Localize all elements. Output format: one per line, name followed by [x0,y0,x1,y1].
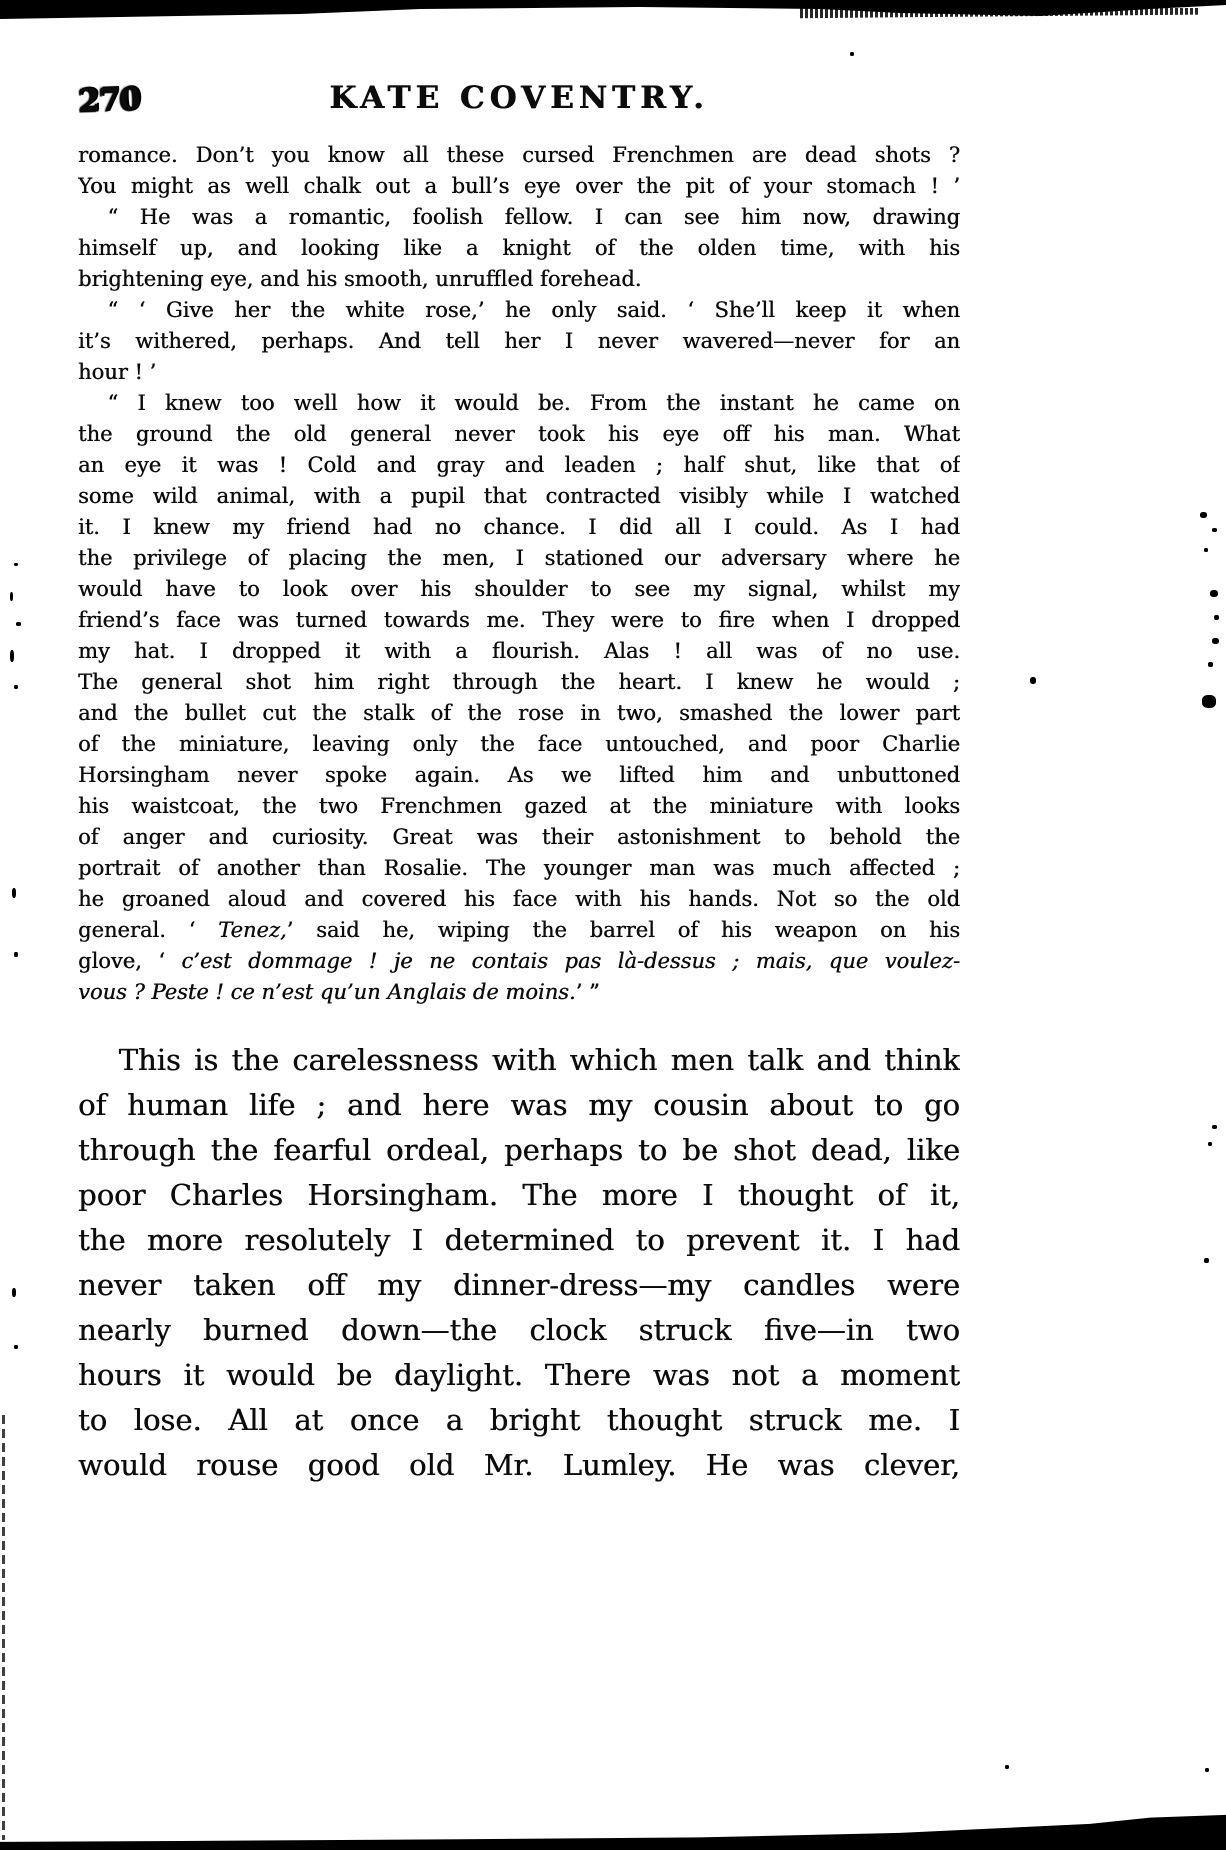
quoted-passage-block [78,140,960,1008]
scan-artifact-bottom-bar [0,1805,1226,1850]
text-line: nearly burned down—the clock struck five—in two [78,1313,960,1347]
scan-noise [12,888,16,898]
text-line: his waistcoat, the two Frenchmen gazed at the miniature with looks [78,794,960,818]
text-line: an eye it was ! Cold and gray and leaden ; half shut, like that of [78,453,960,477]
text-line: it’s withered, perhaps. And tell her I never wavered—never for an [78,329,960,353]
narrative-block [78,1038,960,1488]
scan-noise [1208,662,1213,667]
scan-noise [14,563,18,566]
text-line: You might as well chalk out a bull’s eye over the pit of your stomach ! ’ [78,174,960,198]
scan-noise [14,1345,18,1349]
scan-noise [1205,1768,1209,1772]
text-line: the more resolutely I determined to prevent it. I had [78,1223,960,1257]
text-line: hours it would be daylight. There was not a moment [78,1358,960,1392]
text-line: friend’s face was turned towards me. They were to fire when I dropped [78,608,960,632]
text-line: never taken off my dinner-dress—my candles were [78,1268,960,1302]
paragraph [78,202,960,295]
text-line: “ I knew too well how it would be. From the instant he came on [107,391,960,415]
text-line: the privilege of placing the men, I stationed our adversary where he [78,546,960,570]
scan-noise [10,650,14,662]
text-line: of the miniature, leaving only the face untouched, and poor Charlie [78,732,960,756]
scan-noise [1204,548,1208,552]
scan-noise [850,52,854,56]
text-line: portrait of another than Rosalie. The younger man was much affected ; [78,856,960,880]
scan-noise [1212,638,1219,644]
text-line: would have to look over his shoulder to see my signal, whilst my [78,577,960,601]
text-line: the ground the old general never took his eye off his man. What [78,422,960,446]
scan-artifact-top-texture [800,8,1200,20]
page-header [78,80,960,120]
text-line: poor Charles Horsingham. The more I thought of it, [78,1178,960,1212]
text-line: to lose. All at once a bright thought struck me. I [78,1403,960,1437]
scan-noise [1214,615,1219,620]
text-line: would rouse good old Mr. Lumley. He was clever, [78,1448,960,1482]
text-line: hour ! ’ [78,360,157,384]
scan-noise [1212,1125,1217,1129]
scan-noise [1202,695,1216,708]
scan-noise [1200,512,1207,518]
scan-noise [1210,590,1218,597]
text-line: romance. Don’t you know all these cursed Frenchmen are dead shots ? [78,143,960,167]
text-line: himself up, and looking like a knight of the olden time, with his [78,236,960,260]
paragraph [78,388,960,1008]
scan-noise [14,685,18,689]
text-line: through the fearful ordeal, perhaps to be shot dead, like [78,1133,960,1167]
text-line: vous ? Peste ! ce n’est qu’un Anglais de moins.’ ” [78,980,600,1004]
paragraph [78,140,960,202]
scan-noise [1212,528,1217,532]
scan-noise [1030,677,1036,684]
scan-noise [1005,1765,1009,1769]
text-line: “ ‘ Give her the white rose,’ he only said. ‘ She’ll keep it when [107,298,960,322]
scan-artifact-left-line [2,1415,5,1840]
text-line: general. ‘ Tenez,’ said he, wiping the barrel of his weapon on his [78,918,960,942]
text-line: “ He was a romantic, foolish fellow. I can see him now, drawing [107,205,960,229]
scan-noise [12,1288,16,1297]
scan-noise [14,952,18,957]
text-line: some wild animal, with a pupil that contracted visibly while I watched [78,484,960,508]
text-line: of human life ; and here was my cousin about to go [78,1088,960,1122]
scan-noise [10,592,13,601]
page-title: KATE COVENTRY. [329,80,709,116]
text-line: and the bullet cut the stalk of the rose in two, smashed the lower part [78,701,960,725]
scan-noise [16,622,21,626]
page-number: 270 [77,80,141,120]
scan-noise [1208,1142,1212,1146]
text-line: of anger and curiosity. Great was their astonishment to behold the [78,825,960,849]
text-line: glove, ‘ c’est dommage ! je ne contais pas là-dessus ; mais, que voulez- [78,949,960,973]
text-line: Horsingham never spoke again. As we lifted him and unbuttoned [78,763,960,787]
paragraph [78,295,960,388]
text-line: he groaned aloud and covered his face with his hands. Not so the old [78,887,960,911]
text-line: it. I knew my friend had no chance. I did all I could. As I had [78,515,960,539]
text-line: This is the carelessness with which men talk and think [118,1043,960,1077]
text-line: brightening eye, and his smooth, unruffled forehead. [78,267,642,291]
text-line: my hat. I dropped it with a flourish. Alas ! all was of no use. [78,639,960,663]
text-line: The general shot him right through the heart. I knew he would ; [78,670,960,694]
scan-noise [1204,1258,1209,1263]
paragraph [78,1038,960,1488]
